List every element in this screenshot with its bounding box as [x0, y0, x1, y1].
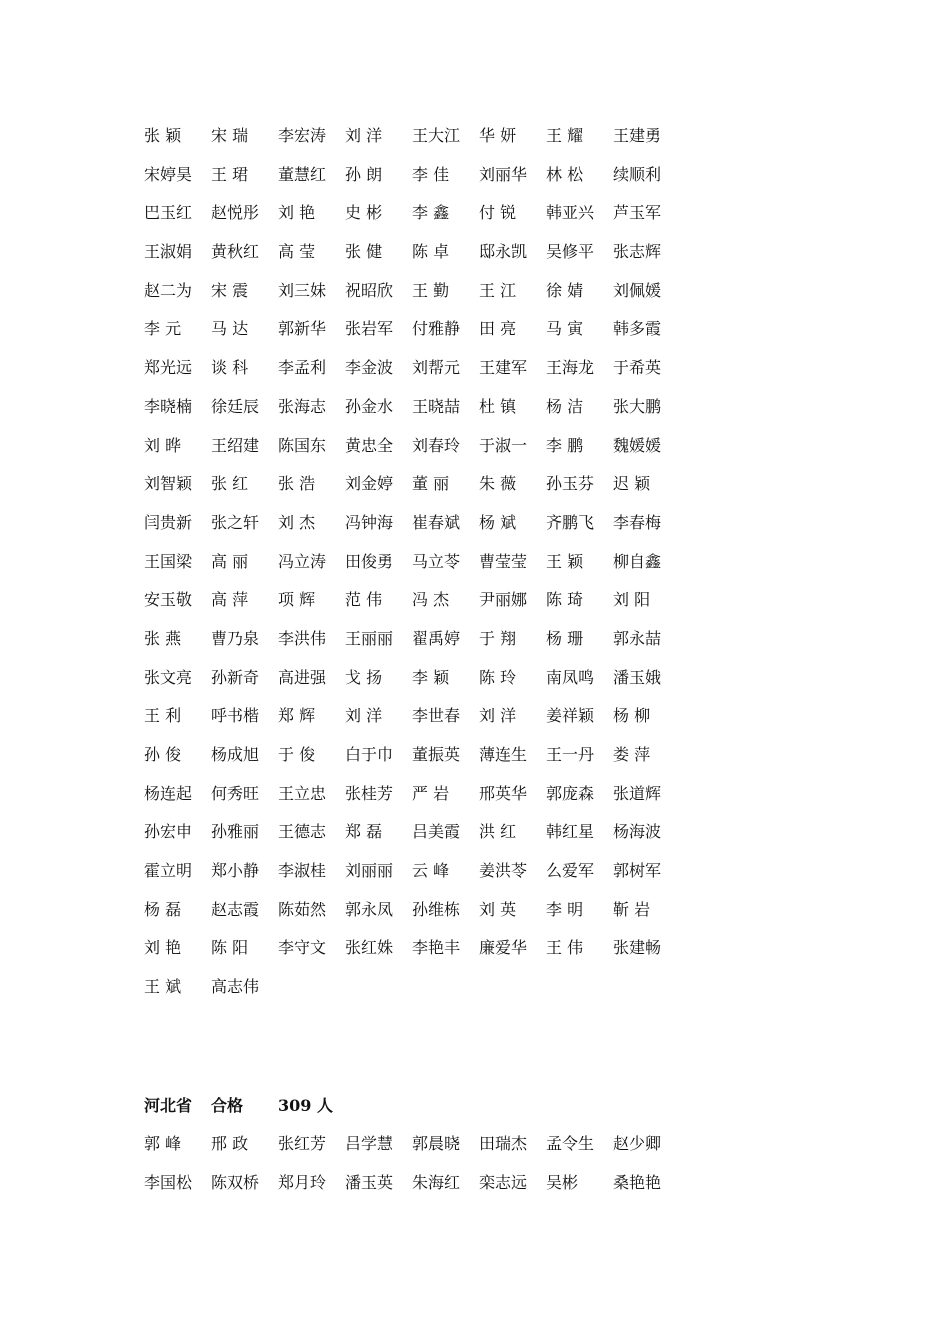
- name-entry: 杨成旭: [211, 745, 260, 764]
- name-entry: 杨 斌: [479, 512, 517, 532]
- name-entry: 李国松: [144, 1172, 193, 1192]
- name-entry: 李 元: [144, 319, 182, 339]
- name-entry: 张海志: [278, 396, 327, 416]
- name-entry: 陈 琦: [546, 590, 584, 610]
- name-entry: 刘 艳: [144, 938, 182, 958]
- name-entry: 田 亮: [479, 319, 517, 339]
- name-entry: 王建勇: [613, 126, 662, 145]
- name-entry: 韩多霞: [613, 319, 662, 339]
- name-entry: 王一丹: [546, 745, 595, 764]
- name-entry: 王德志: [278, 822, 327, 842]
- name-entry: 姜祥颖: [546, 706, 595, 726]
- name-entry: 董慧红: [278, 164, 327, 184]
- name-entry: 孟令生: [546, 1134, 595, 1153]
- name-entry: 韩红星: [546, 822, 595, 842]
- name-entry: 刘 洋: [479, 706, 517, 726]
- name-entry: 张岩军: [345, 319, 394, 339]
- name-entry: 翟禹婷: [412, 628, 461, 648]
- name-entry: 张建畅: [613, 938, 662, 958]
- name-entry: 李 鑫: [412, 203, 450, 223]
- name-entry: 姜洪苓: [479, 861, 528, 881]
- name-entry: 郑光远: [144, 358, 193, 378]
- name-entry: 马 达: [211, 319, 249, 339]
- name-entry: 张 燕: [144, 628, 182, 648]
- name-entry: 王 珺: [211, 164, 249, 184]
- name-entry: 宋婷昊: [144, 164, 193, 184]
- name-entry: 华 妍: [479, 126, 517, 145]
- name-entry: 杨 洁: [546, 396, 584, 416]
- name-entry: 黄忠全: [345, 435, 394, 455]
- name-entry: 尹丽娜: [479, 590, 528, 610]
- name-entry: 崔春斌: [412, 512, 461, 532]
- name-entry: 芦玉军: [613, 203, 662, 223]
- name-entry: 魏媛媛: [613, 435, 662, 455]
- name-entry: 齐鹏飞: [546, 512, 595, 532]
- name-entry: 王 勤: [412, 280, 450, 300]
- name-entry: 刘智颖: [144, 474, 193, 494]
- name-entry: 王 利: [144, 706, 182, 726]
- name-entry: 何秀旺: [211, 783, 260, 803]
- name-entry: 邢英华: [479, 783, 528, 803]
- name-entry: 戈 扬: [345, 667, 383, 687]
- name-entry: 李春梅: [613, 512, 662, 532]
- name-entry: 冯钟海: [345, 512, 394, 532]
- name-entry: 谈 科: [211, 358, 249, 378]
- name-entry: 张红姝: [345, 938, 394, 958]
- name-entry: 马立苓: [412, 551, 461, 571]
- name-entry: 潘玉娥: [613, 667, 662, 687]
- name-entry: 吕学慧: [345, 1134, 394, 1153]
- name-entry: 邢 政: [211, 1134, 249, 1153]
- name-entry: 张 浩: [278, 474, 316, 494]
- name-entry: 张 健: [345, 242, 383, 262]
- name-entry: 刘丽华: [479, 164, 528, 184]
- name-list-top: [144, 122, 680, 1012]
- name-entry: 付雅静: [412, 319, 461, 339]
- name-entry: 孙维栋: [412, 899, 461, 919]
- name-entry: 王晓喆: [412, 396, 461, 416]
- name-entry: 陈双桥: [211, 1172, 260, 1192]
- name-entry: 王立忠: [278, 783, 327, 803]
- name-entry: 马 寅: [546, 319, 584, 339]
- name-entry: 高 丽: [211, 551, 249, 571]
- name-entry: 赵少卿: [613, 1134, 662, 1153]
- name-entry: 孙玉芬: [546, 474, 595, 494]
- name-entry: 王海龙: [546, 358, 595, 378]
- name-entry: 张 颖: [144, 126, 182, 145]
- name-entry: 续顺利: [613, 164, 662, 184]
- name-entry: 朱 薇: [479, 474, 517, 494]
- name-entry: 刘 晔: [144, 435, 182, 455]
- name-entry: 张之轩: [211, 512, 260, 532]
- name-entry: 杨 柳: [613, 706, 651, 726]
- name-entry: 李 颖: [412, 667, 450, 687]
- name-entry: 巴玉红: [144, 203, 193, 223]
- name-entry: 于希英: [613, 358, 662, 378]
- name-entry: 栾志远: [479, 1172, 528, 1192]
- name-entry: 高 莹: [278, 242, 316, 262]
- name-entry: 于淑一: [479, 435, 528, 455]
- name-entry: 祝昭欣: [345, 280, 394, 300]
- name-entry: 李洪伟: [278, 628, 327, 648]
- name-entry: 宋 瑞: [211, 126, 249, 145]
- name-entry: 郭永凤: [345, 899, 394, 919]
- name-entry: 王 伟: [546, 938, 584, 958]
- name-entry: 云 峰: [412, 861, 450, 881]
- name-entry: 刘 洋: [345, 126, 383, 145]
- name-entry: 郑月玲: [278, 1172, 327, 1192]
- name-entry: 吴修平: [546, 242, 595, 262]
- name-entry: 林 松: [546, 164, 584, 184]
- name-entry: 李 佳: [412, 164, 450, 184]
- name-entry: 闫贵新: [144, 512, 193, 532]
- name-entry: 王绍建: [211, 435, 260, 455]
- name-entry: 刘 洋: [345, 706, 383, 726]
- name-entry: 郭庞森: [546, 783, 595, 803]
- name-entry: 李晓楠: [144, 396, 193, 416]
- name-entry: 李金波: [345, 358, 394, 378]
- name-entry: 郑 辉: [278, 706, 316, 726]
- name-entry: 张 红: [211, 474, 249, 494]
- name-entry: 廉爱华: [479, 938, 528, 958]
- name-entry: 孙宏申: [144, 822, 193, 842]
- name-entry: 孙新奇: [211, 667, 260, 687]
- name-entry: 曹乃泉: [211, 628, 260, 648]
- name-entry: 薄连生: [479, 745, 528, 764]
- name-entry: 李艳丰: [412, 938, 461, 958]
- name-entry: 郭永喆: [613, 628, 662, 648]
- name-entry: 赵二为: [144, 280, 193, 300]
- name-entry: 黄秋红: [211, 242, 260, 262]
- name-entry: 曹莹莹: [479, 551, 528, 571]
- name-entry: 孙金水: [345, 396, 394, 416]
- name-entry: 张道辉: [613, 783, 662, 803]
- name-entry: 靳 岩: [613, 899, 651, 919]
- name-entry: 高 萍: [211, 590, 249, 610]
- name-entry: 史 彬: [345, 203, 383, 223]
- name-entry: 张大鹏: [613, 396, 662, 416]
- name-entry: 李 鹏: [546, 435, 584, 455]
- name-entry: 刘金婷: [345, 474, 394, 494]
- name-entry: 高进强: [278, 667, 327, 687]
- name-entry: 王国梁: [144, 551, 193, 571]
- section-status: 合格: [211, 1096, 244, 1115]
- name-entry: 孙 朗: [345, 164, 383, 184]
- name-entry: 赵志霞: [211, 899, 260, 919]
- name-entry: 张志辉: [613, 242, 662, 262]
- name-entry: 吕美霞: [412, 822, 461, 842]
- name-entry: 霍立明: [144, 861, 193, 881]
- name-entry: 冯 杰: [412, 590, 450, 610]
- name-entry: 王 颖: [546, 551, 584, 571]
- name-entry: 朱海红: [412, 1172, 461, 1192]
- name-entry: 冯立涛: [278, 551, 327, 571]
- name-entry: 王 江: [479, 280, 517, 300]
- name-entry: 宋 震: [211, 280, 249, 300]
- name-entry: 迟 颖: [613, 474, 651, 494]
- name-entry: 严 岩: [412, 783, 450, 803]
- name-entry: 刘佩媛: [613, 280, 662, 300]
- name-entry: 徐 婧: [546, 280, 584, 300]
- name-entry: 娄 萍: [613, 745, 651, 764]
- name-entry: 项 辉: [278, 590, 316, 610]
- name-entry: 王大江: [412, 126, 461, 145]
- name-entry: 么爱军: [546, 861, 595, 881]
- section-province: 河北省: [144, 1096, 193, 1115]
- name-entry: 王淑娟: [144, 242, 193, 262]
- name-entry: 刘 艳: [278, 203, 316, 223]
- name-entry: 范 伟: [345, 590, 383, 610]
- name-entry: 孙 俊: [144, 745, 182, 764]
- name-entry: 于 翔: [479, 628, 517, 648]
- name-entry: 田瑞杰: [479, 1134, 528, 1153]
- name-entry: 李淑桂: [278, 861, 327, 881]
- name-entry: 王丽丽: [345, 628, 394, 648]
- name-entry: 张桂芳: [345, 783, 394, 803]
- name-entry: 刘 阳: [613, 590, 651, 610]
- name-entry: 王建军: [479, 358, 528, 378]
- name-entry: 陈茹然: [278, 899, 327, 919]
- name-entry: 刘春玲: [412, 435, 461, 455]
- name-entry: 刘 英: [479, 899, 517, 919]
- name-entry: 董 丽: [412, 474, 450, 494]
- name-entry: 王 斌: [144, 977, 182, 997]
- name-list-bottom: [144, 1130, 680, 1207]
- name-entry: 陈国东: [278, 435, 327, 455]
- name-entry: 白于巾: [345, 745, 394, 764]
- name-entry: 李守文: [278, 938, 327, 958]
- name-entry: 刘丽丽: [345, 861, 394, 881]
- name-entry: 安玉敬: [144, 590, 193, 610]
- name-entry: 柳自鑫: [613, 551, 662, 571]
- name-entry: 陈 卓: [412, 242, 450, 262]
- name-entry: 吴彬: [546, 1172, 579, 1192]
- name-entry: 韩亚兴: [546, 203, 595, 223]
- name-entry: 郑小静: [211, 861, 260, 881]
- name-entry: 呼书楷: [211, 706, 260, 726]
- name-entry: 赵悦彤: [211, 203, 260, 223]
- name-entry: 郭晨晓: [412, 1134, 461, 1153]
- name-entry: 郭 峰: [144, 1134, 182, 1153]
- name-entry: 陈 阳: [211, 938, 249, 958]
- name-entry: 李孟利: [278, 358, 327, 378]
- name-entry: 杨连起: [144, 783, 193, 803]
- name-entry: 杨海波: [613, 822, 662, 842]
- name-entry: 陈 玲: [479, 667, 517, 687]
- name-entry: 刘三妹: [278, 280, 327, 300]
- name-entry: 杨 磊: [144, 899, 182, 919]
- name-entry: 郑 磊: [345, 822, 383, 842]
- name-entry: 田俊勇: [345, 551, 394, 571]
- name-entry: 王 耀: [546, 126, 584, 145]
- name-entry: 付 锐: [479, 203, 517, 223]
- name-entry: 潘玉英: [345, 1172, 394, 1192]
- name-entry: 杨 珊: [546, 628, 584, 648]
- name-entry: 张文亮: [144, 667, 193, 687]
- name-entry: 郭新华: [278, 319, 327, 339]
- section-count: 309 人: [278, 1096, 333, 1115]
- name-entry: 李 明: [546, 899, 584, 919]
- name-entry: 刘帮元: [412, 358, 461, 378]
- name-entry: 杜 镇: [479, 396, 517, 416]
- name-entry: 张红芳: [278, 1134, 327, 1153]
- name-entry: 李宏涛: [278, 126, 327, 145]
- name-entry: 孙雅丽: [211, 822, 260, 842]
- name-entry: 邸永凯: [479, 242, 528, 262]
- name-entry: 高志伟: [211, 977, 260, 997]
- name-entry: 李世春: [412, 706, 461, 726]
- name-entry: 郭树军: [613, 861, 662, 881]
- name-entry: 徐廷辰: [211, 396, 260, 416]
- name-entry: 洪 红: [479, 822, 517, 842]
- name-entry: 刘 杰: [278, 512, 316, 532]
- name-entry: 董振英: [412, 745, 461, 764]
- name-entry: 于 俊: [278, 745, 316, 764]
- name-entry: 南凤鸣: [546, 667, 595, 687]
- name-entry: 桑艳艳: [613, 1172, 662, 1192]
